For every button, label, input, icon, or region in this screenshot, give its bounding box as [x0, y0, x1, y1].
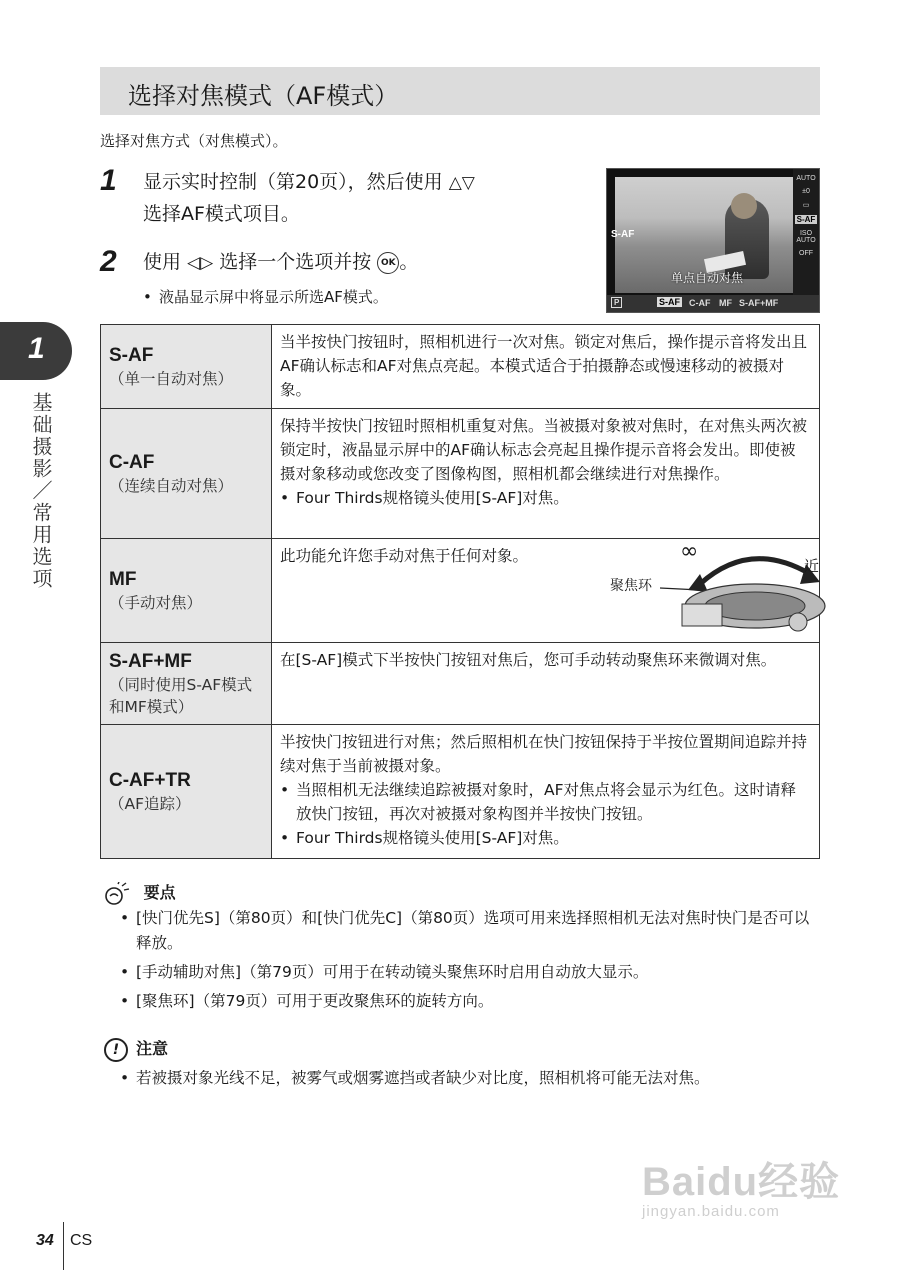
note-heading	[104, 1036, 168, 1062]
mf-illustration	[280, 539, 820, 626]
step-1-text-a: 显示实时控制（第20页），然后使用	[143, 171, 443, 193]
step-2-text-a: 使用	[143, 251, 182, 273]
near-label: 近	[804, 557, 820, 575]
list-item: • [手动辅助对焦]（第79页）可用于在转动镜头聚焦环时启用自动放大显示。	[120, 960, 820, 985]
note-list	[120, 1066, 820, 1091]
exposure-comp-icon: ±0	[802, 188, 810, 195]
language-code: CS	[70, 1232, 93, 1249]
watermark-url: jingyan.baidu.com	[642, 1203, 780, 1220]
mode-bullet: • Four Thirds规格镜头使用[S-AF]对焦。	[280, 826, 811, 850]
mode-cell	[101, 643, 272, 725]
mode-bullet: • 当照相机无法继续追踪被摄对象时，AF对焦点将会显示为红色。这时请释放快门按钮，再次对被摄对象构图并半按快门按钮。	[280, 778, 811, 826]
chapter-tab	[0, 322, 72, 380]
mode-desc: （AF追踪）	[109, 794, 191, 813]
mode-description-cell	[272, 725, 820, 859]
step-number: 2	[100, 245, 117, 278]
step-2-text-b: 选择一个选项并按	[219, 251, 372, 273]
af-mode-selected-icon: S-AF	[796, 215, 816, 224]
mode-cell	[101, 325, 272, 409]
camera-lcd-screen	[606, 168, 820, 313]
mode-description-cell	[272, 325, 820, 409]
mode-text: 当半按快门按钮时，照相机进行一次对焦。锁定对焦后，操作提示音将发出且AF确认标志和AF对焦点亮起。本模式适合于拍摄静态或慢速移动的被摄对象。	[280, 333, 808, 399]
list-item: • [聚焦环]（第79页）可用于更改聚焦环的旋转方向。	[120, 989, 820, 1014]
table-row	[101, 539, 820, 643]
lcd-option-s-af: S-AF	[659, 297, 680, 307]
subject-head	[731, 193, 757, 219]
camera-body	[682, 604, 722, 626]
mode-cell	[101, 539, 272, 643]
mode-name: MF	[109, 568, 137, 590]
lcd-af-mode-label: S-AF	[611, 229, 635, 240]
mode-desc: （单一自动对焦）	[109, 369, 234, 388]
tips-list	[120, 906, 820, 1018]
mode-desc: （手动对焦）	[109, 593, 203, 612]
wb-auto-icon: AUTO	[796, 175, 816, 182]
lcd-right-column	[793, 169, 819, 295]
lcd-option-mf: MF	[719, 298, 732, 308]
table-row	[101, 325, 820, 409]
mode-name: C-AF	[109, 451, 155, 473]
chapter-label: 基础摄影／常用选项	[29, 392, 53, 590]
step-2-text	[143, 247, 593, 279]
watermark-brand: Baidu经验	[642, 1160, 841, 1204]
lcd-option-c-af: C-AF	[689, 298, 711, 308]
up-down-arrows-icon: △▽	[448, 173, 475, 193]
infinity-label: ∞	[680, 539, 699, 564]
step-1-text-b: 选择AF模式项目。	[143, 203, 300, 225]
section-title-bar	[100, 67, 820, 115]
tips-heading	[104, 880, 176, 906]
step-2	[100, 245, 117, 279]
footer-divider	[63, 1222, 64, 1270]
mode-desc: （连续自动对焦）	[109, 476, 234, 495]
camera-dial	[789, 613, 807, 631]
step-1	[100, 164, 117, 198]
mode-description-cell	[272, 539, 820, 643]
intro-text: 选择对焦方式（对焦模式）。	[100, 132, 288, 150]
list-item: • 若被摄对象光线不足，被雾气或烟雾遮挡或者缺少对比度，照相机将可能无法对焦。	[120, 1066, 820, 1091]
tips-icon	[104, 882, 130, 906]
page-number: 34	[36, 1232, 54, 1249]
mode-name: S-AF+MF	[109, 650, 192, 672]
mode-bullet: • Four Thirds规格镜头使用[S-AF]对焦。	[280, 486, 811, 510]
chapter-number: 1	[28, 332, 45, 365]
mode-name: S-AF	[109, 344, 154, 366]
mode-text: 保持半按快门按钮时照相机重复对焦。当被摄对象被对焦时，在对焦头两次被锁定时，液晶显示屏中的AF确认标志会亮起且操作提示音将会发出。即使被摄对象移动或您改变了图像构图，照相机都会继续进行对焦操作。	[280, 417, 808, 483]
list-item: • [快门优先S]（第80页）和[快门优先C]（第80页）选项可用来选择照相机无法对焦时快门是否可以释放。	[120, 906, 820, 956]
flash-off-icon: OFF	[799, 250, 813, 257]
watermark-logo	[642, 1150, 852, 1220]
lcd-option-bar	[607, 295, 819, 312]
iso-auto-icon: ISO AUTO	[796, 230, 816, 244]
mode-cell	[101, 409, 272, 539]
step-number: 1	[100, 164, 117, 197]
note-title: 注意	[136, 1039, 169, 1058]
ok-button-icon: OK	[377, 252, 399, 274]
table-row	[101, 643, 820, 725]
caution-icon: !	[104, 1038, 128, 1062]
af-modes-table	[100, 324, 820, 859]
left-right-arrows-icon: ◁▷	[187, 253, 214, 273]
mode-text: 此功能允许您手动对焦于任何对象。	[280, 547, 529, 565]
mode-description-cell	[272, 409, 820, 539]
table-row	[101, 409, 820, 539]
shooting-mode-p: P	[611, 297, 622, 308]
rotation-arrow	[700, 559, 810, 584]
page-title: 选择对焦模式（AF模式）	[128, 82, 399, 110]
mode-desc: （同时使用S-AF模式和MF模式）	[109, 675, 253, 716]
lcd-option-s-af-mf: S-AF+MF	[739, 298, 779, 308]
step-2-text-c: 。	[399, 251, 419, 273]
mode-description-cell	[272, 643, 820, 725]
mode-text: 半按快门按钮进行对焦；然后照相机在快门按钮保持于半按位置期间追踪并持续对焦于当前被摄对象。	[280, 733, 808, 775]
focus-ring-label: 聚焦环	[610, 578, 652, 594]
tips-title: 要点	[143, 883, 176, 902]
drive-mode-icon: ▭	[802, 202, 810, 209]
mode-name: C-AF+TR	[109, 769, 191, 791]
mode-cell	[101, 725, 272, 859]
step-2-bullet: • 液晶显示屏中将显示所选AF模式。	[143, 286, 388, 307]
lcd-af-caption: 单点自动对焦	[671, 271, 744, 285]
table-row	[101, 725, 820, 859]
step-1-text	[143, 167, 593, 230]
mode-text: 在[S-AF]模式下半按快门按钮对焦后，您可手动转动聚焦环来微调对焦。	[280, 651, 777, 669]
